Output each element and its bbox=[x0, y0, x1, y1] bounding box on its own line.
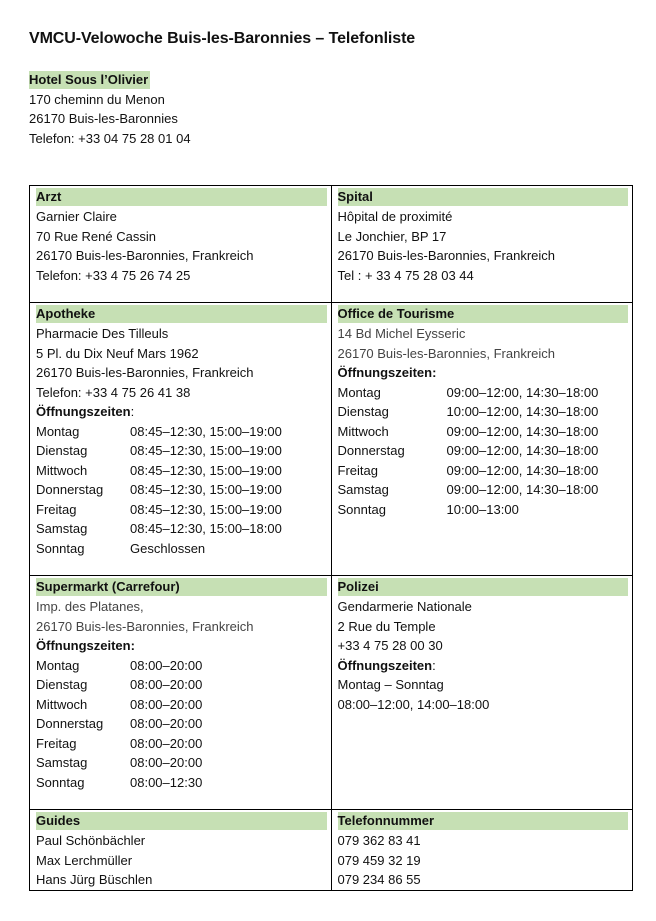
polizei-line: 2 Rue du Temple bbox=[337, 618, 436, 634]
hours-time: 09:00–12:00, 14:30–18:00 bbox=[446, 462, 599, 478]
hours-day: Donnerstag bbox=[337, 443, 405, 458]
arzt-line: Garnier Claire bbox=[36, 209, 117, 224]
tourismus-heading: Office de Tourisme bbox=[338, 305, 629, 323]
hours-time: 08:00–20:00 bbox=[130, 657, 203, 673]
cell-apotheke bbox=[30, 303, 332, 576]
hours-time: 10:00–13:00 bbox=[446, 501, 519, 517]
apotheke-hours-colon: : bbox=[130, 404, 135, 419]
spital-line: Tel : + 33 4 75 28 03 44 bbox=[337, 267, 474, 283]
hours-day: Mittwoch bbox=[337, 423, 389, 439]
hours-day: Dienstag bbox=[36, 443, 88, 458]
polizei-heading: Polizei bbox=[338, 578, 629, 596]
hours-time: 08:45–12:30, 15:00–19:00 bbox=[130, 501, 282, 517]
cell-guides bbox=[30, 810, 332, 891]
hours-time: 08:00–20:00 bbox=[130, 716, 203, 731]
hotel-name: Hotel Sous l’Olivier bbox=[29, 72, 149, 87]
hours-time: 08:00–20:00 bbox=[130, 696, 203, 712]
hours-time: 08:45–12:30, 15:00–19:00 bbox=[130, 462, 282, 478]
hours-day: Montag bbox=[337, 384, 381, 400]
hours-row bbox=[36, 753, 325, 773]
telefon-heading: Telefonnummer bbox=[338, 812, 629, 830]
hotel-address-line: 170 cheminn du Menon bbox=[29, 91, 165, 107]
hours-row bbox=[36, 695, 325, 715]
polizei-line: Gendarmerie Nationale bbox=[337, 599, 472, 614]
hours-day: Donnerstag bbox=[36, 482, 104, 497]
apotheke-line: 26170 Buis-les-Baronnies, Frankreich bbox=[36, 365, 254, 380]
hours-time: 09:00–12:00, 14:30–18:00 bbox=[446, 423, 599, 439]
polizei-hours-label-text: Öffnungszeiten bbox=[337, 657, 433, 673]
hours-day: Dienstag bbox=[36, 677, 88, 692]
hours-time: 09:00–12:00, 14:30–18:00 bbox=[446, 384, 599, 400]
hours-row bbox=[36, 480, 325, 500]
hours-row bbox=[338, 480, 627, 500]
hours-row bbox=[36, 675, 325, 695]
polizei-hours-label bbox=[338, 656, 627, 676]
hours-row bbox=[338, 500, 627, 520]
cell-tourismus bbox=[331, 303, 633, 576]
hours-time: 08:00–12:30 bbox=[130, 774, 203, 790]
hours-row bbox=[338, 402, 627, 422]
hours-day: Mittwoch bbox=[36, 696, 88, 712]
hours-day: Montag bbox=[36, 657, 80, 673]
hours-row bbox=[36, 656, 325, 676]
tourismus-hours-label: Öffnungszeiten: bbox=[337, 365, 437, 380]
hours-row bbox=[36, 441, 325, 461]
apotheke-line: Pharmacie Des Tilleuls bbox=[36, 326, 169, 341]
polizei-hours-colon: : bbox=[432, 657, 436, 673]
contact-table bbox=[29, 185, 633, 891]
apotheke-line: 5 Pl. du Dix Neuf Mars 1962 bbox=[36, 345, 199, 361]
hours-row bbox=[338, 383, 627, 403]
hours-day: Samstag bbox=[36, 521, 88, 536]
hours-day: Samstag bbox=[36, 755, 88, 770]
hours-row bbox=[338, 441, 627, 461]
hours-row bbox=[338, 461, 627, 481]
apotheke-hours-label bbox=[36, 402, 325, 422]
hours-row bbox=[36, 714, 325, 734]
supermarkt-line: Imp. des Platanes, bbox=[36, 599, 144, 614]
hours-row bbox=[36, 422, 325, 442]
arzt-line: Telefon: +33 4 75 26 74 25 bbox=[36, 267, 191, 283]
cell-spital bbox=[331, 186, 633, 303]
guide-phone: 079 234 86 55 bbox=[337, 872, 421, 887]
arzt-line: 26170 Buis-les-Baronnies, Frankreich bbox=[36, 248, 254, 263]
tourismus-line: 14 Bd Michel Eysseric bbox=[337, 326, 466, 341]
hours-day: Dienstag bbox=[337, 404, 389, 419]
hours-day: Freitag bbox=[337, 462, 378, 478]
guide-name: Max Lerchmüller bbox=[36, 852, 133, 868]
cell-telefon bbox=[331, 810, 633, 891]
hours-time: 08:45–12:30, 15:00–18:00 bbox=[130, 521, 282, 536]
hours-row bbox=[36, 500, 325, 520]
hours-time: 09:00–12:00, 14:30–18:00 bbox=[446, 482, 599, 497]
apotheke-line: Telefon: +33 4 75 26 41 38 bbox=[36, 384, 191, 400]
hours-time: 08:00–20:00 bbox=[130, 735, 203, 751]
hours-time: 08:00–20:00 bbox=[130, 677, 203, 692]
hours-time: 08:45–12:30, 15:00–19:00 bbox=[130, 482, 282, 497]
hours-day: Sonntag bbox=[337, 501, 386, 517]
hours-day: Montag bbox=[36, 423, 80, 439]
hours-day: Freitag bbox=[36, 735, 77, 751]
apotheke-heading: Apotheke bbox=[36, 305, 327, 323]
hours-day: Donnerstag bbox=[36, 716, 104, 731]
hotel-phone-line: Telefon: +33 04 75 28 01 04 bbox=[29, 130, 191, 146]
supermarkt-hours-label: Öffnungszeiten: bbox=[36, 638, 135, 653]
cell-supermarkt bbox=[30, 576, 332, 810]
polizei-hours-time: 08:00–12:00, 14:00–18:00 bbox=[337, 696, 490, 712]
hours-time: 09:00–12:00, 14:30–18:00 bbox=[446, 443, 599, 458]
arzt-line: 70 Rue René Cassin bbox=[36, 228, 156, 244]
hours-row bbox=[36, 734, 325, 754]
polizei-line: +33 4 75 28 00 30 bbox=[337, 638, 443, 653]
guide-phone: 079 459 32 19 bbox=[337, 852, 421, 868]
cell-polizei bbox=[331, 576, 633, 810]
hours-day: Mittwoch bbox=[36, 462, 88, 478]
tourismus-line: 26170 Buis-les-Baronnies, Frankreich bbox=[337, 345, 555, 361]
page-title: VMCU-Velowoche Buis-les-Baronnies – Telefonliste bbox=[29, 30, 416, 47]
arzt-heading: Arzt bbox=[36, 188, 327, 206]
guide-phone: 079 362 83 41 bbox=[337, 833, 421, 848]
hours-row bbox=[36, 519, 325, 539]
supermarkt-heading: Supermarkt (Carrefour) bbox=[36, 578, 327, 596]
hours-day: Sonntag bbox=[36, 540, 85, 556]
hours-row bbox=[36, 539, 325, 559]
hours-time: 10:00–12:00, 14:30–18:00 bbox=[446, 404, 599, 419]
hours-row bbox=[338, 422, 627, 442]
hours-day: Sonntag bbox=[36, 774, 85, 790]
guide-name: Paul Schönbächler bbox=[36, 833, 146, 848]
hotel-block bbox=[29, 70, 191, 148]
hours-time: 08:45–12:30, 15:00–19:00 bbox=[130, 443, 282, 458]
polizei-hours-days: Montag – Sonntag bbox=[337, 677, 444, 692]
guide-name: Hans Jürg Büschlen bbox=[36, 872, 153, 887]
hours-row bbox=[36, 461, 325, 481]
hours-day: Freitag bbox=[36, 501, 77, 517]
guides-heading: Guides bbox=[36, 812, 327, 830]
hours-row bbox=[36, 773, 325, 793]
apotheke-hours-label-text: Öffnungszeiten bbox=[36, 404, 131, 419]
hours-time: 08:45–12:30, 15:00–19:00 bbox=[130, 423, 282, 439]
spital-line: Hôpital de proximité bbox=[337, 209, 453, 224]
cell-arzt bbox=[30, 186, 332, 303]
hotel-city-line: 26170 Buis-les-Baronnies bbox=[29, 111, 178, 126]
spital-heading: Spital bbox=[338, 188, 629, 206]
spital-line: 26170 Buis-les-Baronnies, Frankreich bbox=[337, 248, 555, 263]
spital-line: Le Jonchier, BP 17 bbox=[337, 228, 447, 244]
hours-time: 08:00–20:00 bbox=[130, 755, 203, 770]
hours-time: Geschlossen bbox=[130, 540, 206, 556]
hours-day: Samstag bbox=[337, 482, 389, 497]
supermarkt-line: 26170 Buis-les-Baronnies, Frankreich bbox=[36, 618, 254, 634]
